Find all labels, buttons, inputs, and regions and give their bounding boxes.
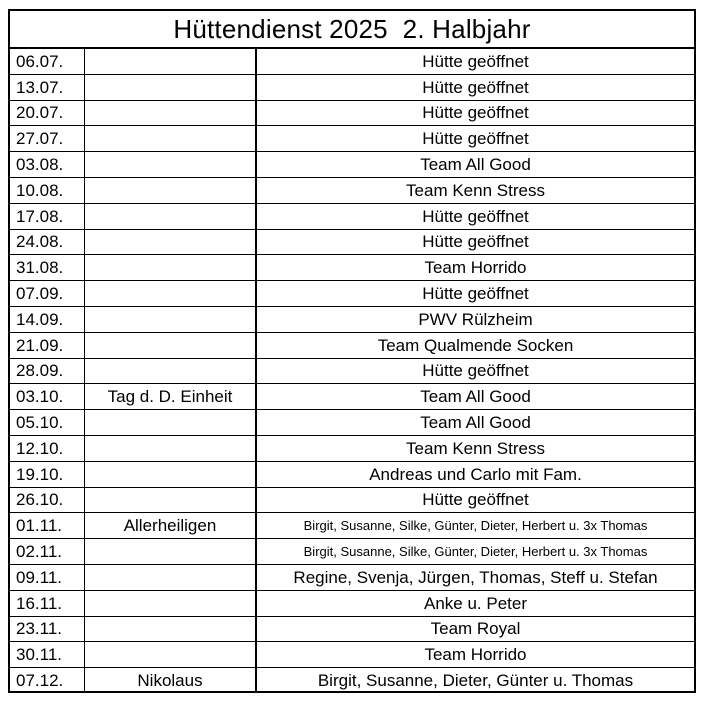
holiday-cell xyxy=(85,255,257,281)
team-cell: Hütte geöffnet xyxy=(256,487,694,513)
holiday-cell xyxy=(85,487,257,513)
holiday-cell xyxy=(85,177,257,203)
schedule-rows xyxy=(10,49,694,693)
table-row xyxy=(10,410,694,436)
table-row xyxy=(10,358,694,384)
table-row xyxy=(10,177,694,203)
team-cell: Team Royal xyxy=(256,616,694,642)
date-cell: 09.11. xyxy=(10,564,85,590)
table-row xyxy=(10,203,694,229)
table-row xyxy=(10,539,694,565)
team-cell: Hütte geöffnet xyxy=(256,100,694,126)
table-row xyxy=(10,49,694,74)
schedule-sheet xyxy=(8,9,696,693)
team-cell: Regine, Svenja, Jürgen, Thomas, Steff u. Stefan xyxy=(256,564,694,590)
table-row xyxy=(10,384,694,410)
holiday-cell xyxy=(85,539,257,565)
holiday-cell xyxy=(85,616,257,642)
schedule-table xyxy=(10,49,694,693)
table-row xyxy=(10,435,694,461)
team-cell: Hütte geöffnet xyxy=(256,281,694,307)
table-row xyxy=(10,74,694,100)
holiday-cell xyxy=(85,126,257,152)
date-cell: 24.08. xyxy=(10,229,85,255)
date-cell: 13.07. xyxy=(10,74,85,100)
team-cell: Hütte geöffnet xyxy=(256,74,694,100)
holiday-cell xyxy=(85,74,257,100)
schedule-title: Hüttendienst 2025 2. Halbjahr xyxy=(10,11,694,49)
holiday-cell xyxy=(85,229,257,255)
date-cell: 31.08. xyxy=(10,255,85,281)
date-cell: 03.10. xyxy=(10,384,85,410)
table-row xyxy=(10,461,694,487)
table-row xyxy=(10,564,694,590)
date-cell: 12.10. xyxy=(10,435,85,461)
date-cell: 20.07. xyxy=(10,100,85,126)
holiday-cell xyxy=(85,590,257,616)
date-cell: 19.10. xyxy=(10,461,85,487)
date-cell: 17.08. xyxy=(10,203,85,229)
holiday-cell: Allerheiligen xyxy=(85,513,257,539)
holiday-cell xyxy=(85,203,257,229)
holiday-cell xyxy=(85,100,257,126)
date-cell: 01.11. xyxy=(10,513,85,539)
table-row xyxy=(10,616,694,642)
table-row xyxy=(10,306,694,332)
team-cell: Team Kenn Stress xyxy=(256,177,694,203)
team-cell: Anke u. Peter xyxy=(256,590,694,616)
holiday-cell xyxy=(85,49,257,74)
table-row xyxy=(10,590,694,616)
date-cell: 10.08. xyxy=(10,177,85,203)
table-row xyxy=(10,229,694,255)
holiday-cell xyxy=(85,332,257,358)
holiday-cell xyxy=(85,410,257,436)
team-cell: Team Kenn Stress xyxy=(256,435,694,461)
team-cell: Hütte geöffnet xyxy=(256,203,694,229)
team-cell: Team All Good xyxy=(256,384,694,410)
table-row xyxy=(10,126,694,152)
team-cell: Team Horrido xyxy=(256,255,694,281)
holiday-cell xyxy=(85,461,257,487)
holiday-cell xyxy=(85,642,257,668)
team-cell: Birgit, Susanne, Silke, Günter, Dieter, Herbert u. 3x Thomas xyxy=(256,539,694,565)
date-cell: 21.09. xyxy=(10,332,85,358)
date-cell: 02.11. xyxy=(10,539,85,565)
team-cell: Team Horrido xyxy=(256,642,694,668)
date-cell: 27.07. xyxy=(10,126,85,152)
holiday-cell: Tag d. D. Einheit xyxy=(85,384,257,410)
team-cell: Team All Good xyxy=(256,410,694,436)
table-row xyxy=(10,152,694,178)
holiday-cell: Nikolaus xyxy=(85,668,257,693)
date-cell: 06.07. xyxy=(10,49,85,74)
team-cell: PWV Rülzheim xyxy=(256,306,694,332)
date-cell: 07.09. xyxy=(10,281,85,307)
holiday-cell xyxy=(85,564,257,590)
date-cell: 14.09. xyxy=(10,306,85,332)
table-row xyxy=(10,100,694,126)
team-cell: Team Qualmende Socken xyxy=(256,332,694,358)
holiday-cell xyxy=(85,306,257,332)
date-cell: 05.10. xyxy=(10,410,85,436)
team-cell: Hütte geöffnet xyxy=(256,229,694,255)
table-row xyxy=(10,642,694,668)
table-row xyxy=(10,513,694,539)
team-cell: Hütte geöffnet xyxy=(256,358,694,384)
date-cell: 30.11. xyxy=(10,642,85,668)
holiday-cell xyxy=(85,281,257,307)
table-row xyxy=(10,332,694,358)
holiday-cell xyxy=(85,435,257,461)
holiday-cell xyxy=(85,358,257,384)
date-cell: 03.08. xyxy=(10,152,85,178)
table-row xyxy=(10,668,694,693)
holiday-cell xyxy=(85,152,257,178)
date-cell: 07.12. xyxy=(10,668,85,693)
table-row xyxy=(10,281,694,307)
date-cell: 28.09. xyxy=(10,358,85,384)
table-row xyxy=(10,255,694,281)
team-cell: Hütte geöffnet xyxy=(256,126,694,152)
team-cell: Birgit, Susanne, Silke, Günter, Dieter, Herbert u. 3x Thomas xyxy=(256,513,694,539)
date-cell: 16.11. xyxy=(10,590,85,616)
team-cell: Birgit, Susanne, Dieter, Günter u. Thomas xyxy=(256,668,694,693)
date-cell: 26.10. xyxy=(10,487,85,513)
team-cell: Hütte geöffnet xyxy=(256,49,694,74)
table-row xyxy=(10,487,694,513)
team-cell: Andreas und Carlo mit Fam. xyxy=(256,461,694,487)
team-cell: Team All Good xyxy=(256,152,694,178)
date-cell: 23.11. xyxy=(10,616,85,642)
